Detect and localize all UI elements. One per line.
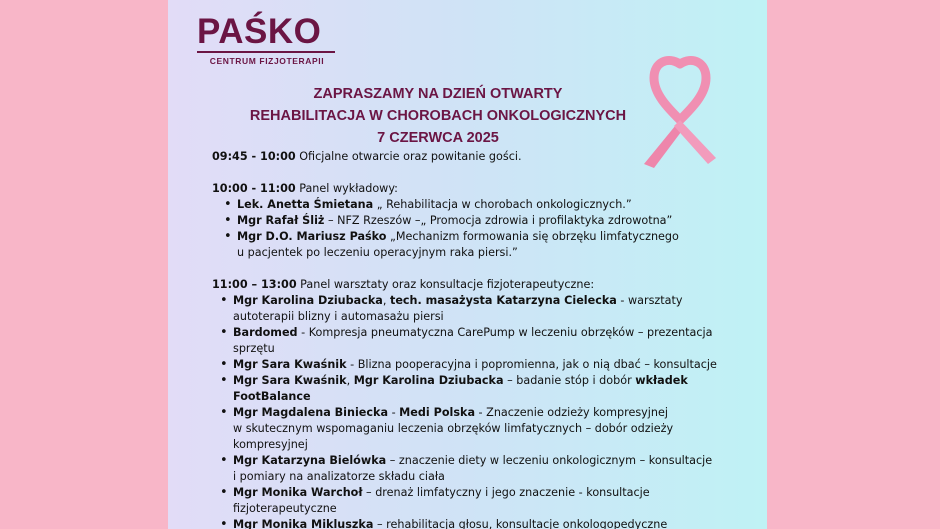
speaker-name: Mgr Sara Kwaśnik <box>233 358 347 371</box>
speaker-name: Mgr Katarzyna Bielówka <box>233 454 387 467</box>
event-header <box>228 83 648 149</box>
logo-underline <box>197 51 335 53</box>
session-title: – badanie stóp i dobór <box>503 374 636 387</box>
talk-title: „ Rehabilitacja w chorobach onkologicznych.” <box>373 198 632 211</box>
panel1-text: Panel wykładowy: <box>295 182 398 195</box>
separator: - <box>388 406 400 419</box>
separator: , <box>382 294 390 307</box>
product-name: wkładek <box>635 374 688 387</box>
event-poster <box>168 0 767 529</box>
session-title-continued: autoterapii blizny i automasażu piersi <box>233 310 444 323</box>
speaker-name: Mgr Karolina Dziubacka <box>233 294 383 307</box>
opening-text: Oficjalne otwarcie oraz powitanie gości. <box>295 150 522 163</box>
schedule-opening <box>212 149 752 165</box>
list-item <box>212 453 752 485</box>
list-item <box>212 229 752 261</box>
logo <box>197 14 337 66</box>
session-title-continued: i pomiary na analizatorze składu ciała <box>233 470 445 483</box>
talk-title: – NFZ Rzeszów –„ Promocja zdrowia i profilaktyka zdrowotna” <box>324 214 673 227</box>
session-title: – rehabilitacja głosu, konsultacje onkologopedyczne <box>373 518 668 529</box>
speaker-name: Mgr Monika Mikluszka <box>233 518 374 529</box>
talk-title-continued: u pacjentek po leczeniu operacyjnym raka piersi.” <box>237 246 518 259</box>
list-item <box>212 357 752 373</box>
session-title: - Kompresja pneumatyczna CarePump w leczeniu obrzęków – prezentacja <box>297 326 713 339</box>
session-title-continued: w skutecznym wspomaganiu leczenia obrzęków limfatycznych – dobór odzieży <box>233 422 674 435</box>
schedule <box>212 149 752 529</box>
separator: , <box>346 374 354 387</box>
speaker-name: Mgr D.O. Mariusz Paśko <box>237 230 387 243</box>
exhibitor-name: Bardomed <box>233 326 298 339</box>
speaker-name: Mgr Rafał Śliż <box>237 214 325 227</box>
company-name: Medi Polska <box>399 406 475 419</box>
session-title: - Blizna pooperacyjna i popromienna, jak o nią dbać – konsultacje <box>346 358 717 371</box>
panel2-heading <box>212 277 752 293</box>
list-item <box>212 373 752 405</box>
session-title-continued: sprzętu <box>233 342 275 355</box>
panel2-list <box>212 293 752 529</box>
opening-time: 09:45 - 10:00 <box>212 150 296 163</box>
list-item <box>212 405 752 453</box>
header-date: 7 CZERWCA 2025 <box>377 130 499 146</box>
panel2-text: Panel warsztaty oraz konsultacje fizjoterapeutyczne: <box>296 278 595 291</box>
speaker-name: Mgr Karolina Dziubacka <box>353 374 504 387</box>
session-title-continued: kompresyjnej <box>233 438 308 451</box>
speaker-name: Lek. Anetta Śmietana <box>237 198 374 211</box>
talk-title: „Mechanizm formowania się obrzęku limfatycznego <box>386 230 679 243</box>
list-item <box>212 325 752 357</box>
logo-name: PAŚKO <box>197 12 322 51</box>
list-item <box>212 293 752 325</box>
session-title-continued: fizjoterapeutyczne <box>233 502 337 515</box>
panel1-list <box>212 197 752 261</box>
speaker-name: tech. masażysta Katarzyna Cielecka <box>389 294 617 307</box>
header-topic: REHABILITACJA W CHOROBACH ONKOLOGICZNYCH <box>249 108 627 124</box>
logo-subtitle: CENTRUM FIZJOTERAPII <box>209 56 325 66</box>
list-item <box>212 517 752 529</box>
session-title: - Znaczenie odzieży kompresyjnej <box>475 406 668 419</box>
list-item <box>212 213 752 229</box>
session-title: – drenaż limfatyczny i jego znaczenie - konsultacje <box>362 486 650 499</box>
speaker-name: Mgr Sara Kwaśnik <box>233 374 347 387</box>
speaker-name: Mgr Monika Warchoł <box>233 486 363 499</box>
panel1-heading <box>212 181 752 197</box>
session-title: - warsztaty <box>616 294 683 307</box>
session-title: – znaczenie diety w leczeniu onkologicznym – konsultacje <box>386 454 713 467</box>
header-invite: ZAPRASZAMY NA DZIEŃ OTWARTY <box>313 86 563 102</box>
speaker-name: Mgr Magdalena Biniecka <box>233 406 389 419</box>
list-item <box>212 197 752 213</box>
list-item <box>212 485 752 517</box>
panel2-time: 11:00 – 13:00 <box>212 278 297 291</box>
panel1-time: 10:00 - 11:00 <box>212 182 296 195</box>
product-name: FootBalance <box>233 390 311 403</box>
